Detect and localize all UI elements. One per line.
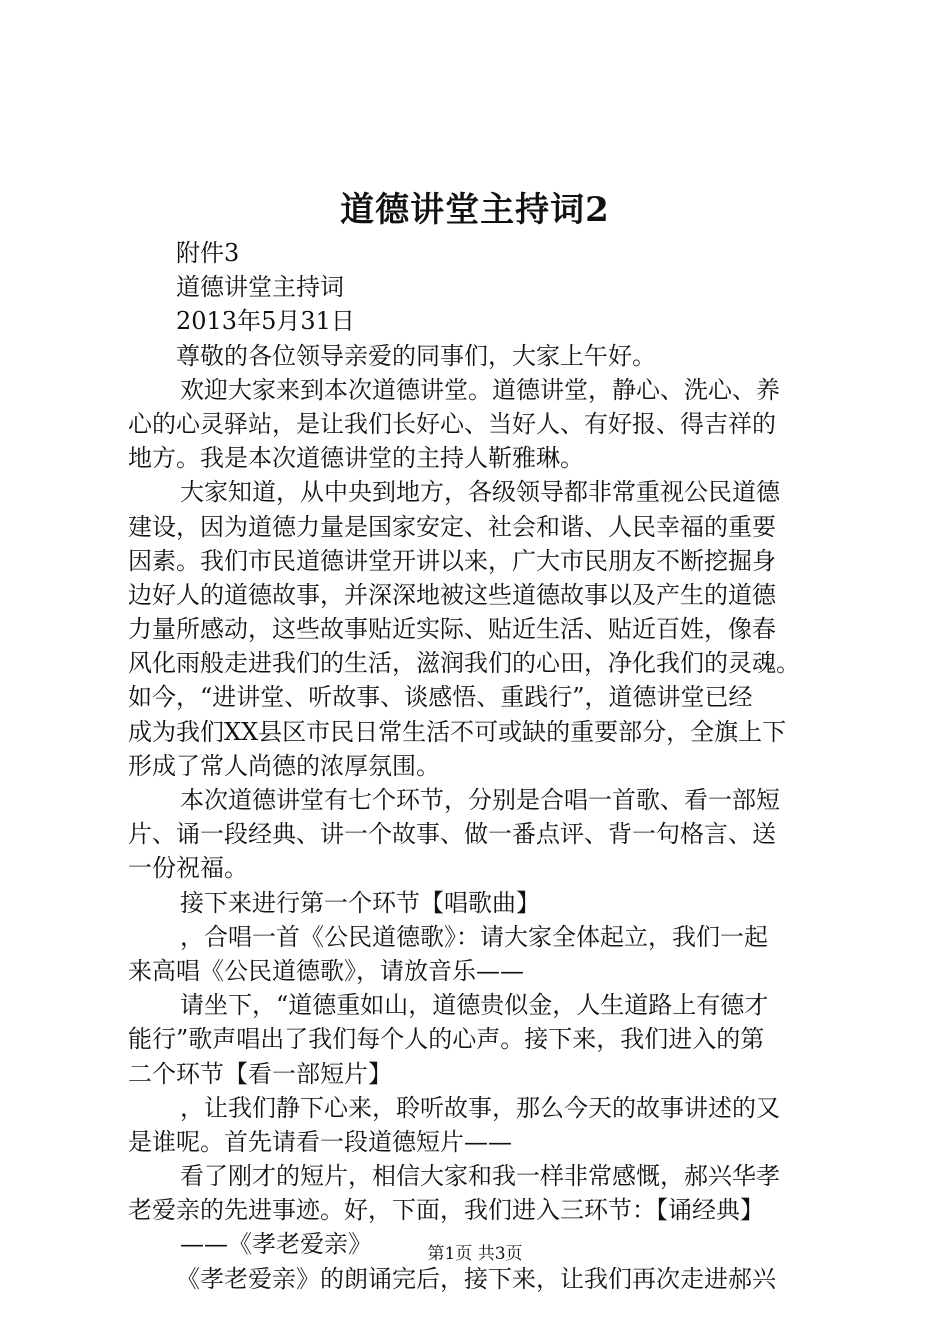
body-line: 成为我们XX县区市民日常生活不可或缺的重要部分，全旗上下 (128, 717, 787, 746)
body-line: 心的心灵驿站，是让我们长好心、当好人、有好报、得吉祥的 (128, 409, 776, 438)
body-line: 老爱亲的先进事迹。好，下面，我们进入三环节：【诵经典】 (128, 1196, 764, 1225)
document-title: 道德讲堂主持词2 (340, 190, 610, 230)
body-line: 附件3 (176, 239, 240, 267)
body-line: 边好人的道德故事，并深深地被这些道德故事以及产生的道德 (128, 580, 776, 609)
body-line: 能行”歌声唱出了我们每个人的心声。接下来，我们进入的第 (128, 1025, 765, 1054)
body-line: 力量所感动，这些故事贴近实际、贴近生活、贴近百姓，像春 (128, 615, 776, 644)
body-line: 片、诵一段经典、讲一个故事、做一番点评、背一句格言、送 (128, 820, 776, 849)
body-line: ，让我们静下心来，聆听故事，那么今天的故事讲述的又 (180, 1093, 780, 1122)
body-line: 地方。我是本次道德讲堂的主持人靳雅琳。 (128, 444, 584, 473)
body-line: ，合唱一首《公民道德歌》：请大家全体起立，我们一起 (180, 922, 768, 951)
body-line: 是谁呢。首先请看一段道德短片—— (128, 1127, 512, 1156)
body-line: 欢迎大家来到本次道德讲堂。道德讲堂，静心、洗心、养 (180, 375, 780, 404)
body-line: 来高唱《公民道德歌》，请放音乐—— (128, 956, 524, 985)
body-line: 形成了常人尚德的浓厚氛围。 (128, 751, 440, 780)
page-footer: 第1页 共3页 (427, 1244, 523, 1264)
body-line: 道德讲堂主持词 (176, 273, 344, 302)
body-line: 请坐下，“道德重如山，道德贵似金，人生道路上有德才 (180, 991, 769, 1020)
body-line: 风化雨般走进我们的生活，滋润我们的心田，净化我们的灵魂。 (128, 649, 800, 678)
body-line: 大家知道，从中央到地方，各级领导都非常重视公民道德 (180, 478, 780, 507)
document-body (128, 236, 834, 1296)
body-line: 接下来进行第一个环节【唱歌曲】 (180, 888, 540, 917)
body-line: 看了刚才的短片，相信大家和我一样非常感慨，郝兴华孝 (180, 1162, 780, 1191)
body-line: ——《孝老爱亲》 (180, 1230, 372, 1259)
body-line: 2013年5月31日 (176, 307, 355, 336)
body-line: 建设，因为道德力量是国家安定、社会和谐、人民幸福的重要 (128, 512, 776, 541)
body-line: 因素。我们市民道德讲堂开讲以来，广大市民朋友不断挖掘身 (128, 546, 776, 575)
body-line: 二个环节【看一部短片】 (128, 1059, 392, 1088)
body-line: 《孝老爱亲》的朗诵完后，接下来，让我们再次走进郝兴 (176, 1264, 776, 1293)
body-line: 如今，“进讲堂、听故事、谈感悟、重践行”，道德讲堂已经 (128, 683, 753, 712)
body-line: 本次道德讲堂有七个环节，分别是合唱一首歌、看一部短 (180, 786, 780, 814)
body-line: 一份祝福。 (128, 854, 248, 883)
body-line: 尊敬的各位领导亲爱的同事们，大家上午好。 (176, 341, 656, 370)
